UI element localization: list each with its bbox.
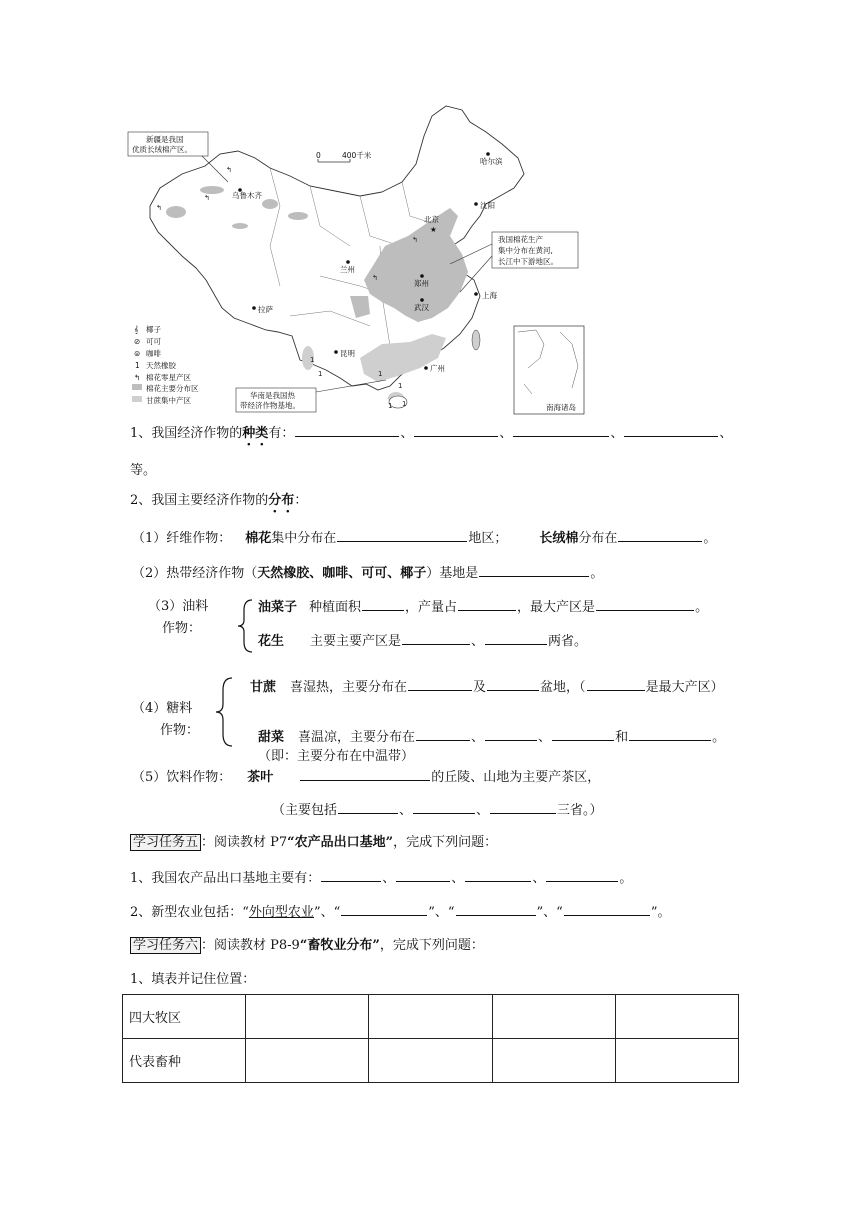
svg-text:↰: ↰ xyxy=(134,373,141,382)
task5-q1: 1、我国农产品出口基地主要有： 、 、 、 。 xyxy=(130,871,633,886)
sugar-note: （即：主要分布在中温带） xyxy=(258,749,415,764)
oil-brace xyxy=(236,598,254,654)
svg-text:↰: ↰ xyxy=(372,274,378,282)
task5-q2: 2、新型农业包括：“外向型农业”、“ ”、“ ”、“ ”。 xyxy=(130,905,671,920)
tea-province-blank-2[interactable] xyxy=(413,801,475,814)
svg-text:哈尔滨: 哈尔滨 xyxy=(480,157,503,166)
q1-blank-1[interactable] xyxy=(295,424,399,437)
scale-zero: 0 xyxy=(316,151,321,160)
peanut-blank-1[interactable] xyxy=(402,632,470,645)
svg-text:↰: ↰ xyxy=(204,194,210,202)
fiber-crops: （1）纤维作物： 棉花集中分布在 地区； 长绒棉分布在 。 xyxy=(132,531,717,546)
task6-heading: 学习任务六 ：阅读教材 P8-9“畜牧业分布”，完成下列问题： xyxy=(130,937,484,955)
svg-text:1: 1 xyxy=(398,382,403,390)
cane-blank-3[interactable] xyxy=(587,678,645,691)
sugar-label-1: （4）糖料 xyxy=(132,701,193,716)
task5-tag: 学习任务五 xyxy=(130,834,201,851)
city-guangzhou xyxy=(424,363,445,373)
table-cell[interactable] xyxy=(492,995,615,1039)
q1-blank-4[interactable] xyxy=(624,424,718,437)
beet-blank-2[interactable] xyxy=(485,728,537,741)
svg-text:1: 1 xyxy=(318,370,323,378)
task5-heading: 学习任务五 ：阅读教材 P7“农产品出口基地”，完成下列问题： xyxy=(130,834,497,852)
inset-label: 南海诸岛 xyxy=(546,403,576,412)
callout-cotton-line3: 长江中下游地区。 xyxy=(498,257,558,266)
table-cell[interactable] xyxy=(246,1039,369,1083)
svg-text:1: 1 xyxy=(378,370,383,378)
svg-text:棉花零星产区: 棉花零星产区 xyxy=(146,373,191,382)
tea-blank[interactable] xyxy=(300,768,430,781)
svg-text:⊜: ⊜ xyxy=(134,349,141,358)
svg-text:天然橡胶: 天然橡胶 xyxy=(146,361,176,370)
oil-rapeseed: 油菜子 种植面积 ，产量占 ，最大产区是 。 xyxy=(258,600,709,615)
svg-text:上海: 上海 xyxy=(482,291,497,300)
sugar-cane: 甘蔗 喜湿热，主要分布在 及 盆地，（ 是最大产区） xyxy=(250,680,724,695)
export-blank-2[interactable] xyxy=(396,869,450,882)
cane-blank-2[interactable] xyxy=(487,678,539,691)
tea-province-blank-3[interactable] xyxy=(490,801,556,814)
svg-text:兰州: 兰州 xyxy=(340,265,355,274)
callout-cotton-line2: 集中分布在黄河, xyxy=(498,246,553,255)
row-label-pastoral: 四大牧区 xyxy=(123,995,246,1039)
callout-xinjiang-line2: 优质长绒棉产区。 xyxy=(132,145,192,154)
export-blank-3[interactable] xyxy=(465,869,531,882)
new-agri-blank-3[interactable] xyxy=(564,903,650,916)
table-row xyxy=(123,1039,739,1083)
sugar-beet: 甜菜 喜温凉，主要分布在 、 、 和 。 xyxy=(258,730,726,745)
svg-text:昆明: 昆明 xyxy=(340,349,355,358)
oil-peanut: 花生 主要主要产区是 、 两省。 xyxy=(258,634,588,649)
china-economic-crops-map xyxy=(120,96,590,416)
q2-distribution: 2、我国主要经济作物的分布： xyxy=(130,493,308,508)
map-legend xyxy=(132,324,199,405)
svg-text:↰: ↰ xyxy=(412,236,418,244)
pastoral-table xyxy=(122,994,739,1083)
cane-blank-1[interactable] xyxy=(408,678,472,691)
drink-provinces: （主要包括 、 、 三省。） xyxy=(272,803,603,818)
svg-text:沈阳: 沈阳 xyxy=(480,201,495,210)
task6-q1: 1、填表并记住位置： xyxy=(130,972,256,987)
peanut-blank-2[interactable] xyxy=(485,632,547,645)
oil-label-1: （3）油料 xyxy=(148,599,209,614)
svg-text:1: 1 xyxy=(310,356,315,364)
svg-text:乌鲁木齐: 乌鲁木齐 xyxy=(232,191,262,200)
svg-text:甘蔗集中产区: 甘蔗集中产区 xyxy=(146,396,191,405)
table-cell[interactable] xyxy=(615,995,738,1039)
table-cell[interactable] xyxy=(615,1039,738,1083)
beet-blank-1[interactable] xyxy=(416,728,470,741)
svg-text:棉花主要分布区: 棉花主要分布区 xyxy=(146,384,199,393)
table-cell[interactable] xyxy=(369,1039,492,1083)
svg-text:1: 1 xyxy=(135,361,140,370)
export-blank-1[interactable] xyxy=(321,869,381,882)
svg-text:拉萨: 拉萨 xyxy=(258,305,273,314)
tropical-crops: （2）热带经济作物（天然橡胶、咖啡、可可、椰子）基地是 。 xyxy=(132,566,604,581)
svg-text:广州: 广州 xyxy=(430,364,445,373)
row-label-livestock: 代表畜种 xyxy=(123,1039,246,1083)
svg-text:1: 1 xyxy=(388,402,393,410)
fiber-blank-2[interactable] xyxy=(618,529,702,542)
svg-text:武汉: 武汉 xyxy=(414,303,429,312)
svg-text:1: 1 xyxy=(402,400,407,408)
new-agri-blank-1[interactable] xyxy=(341,903,427,916)
callout-cotton-line1: 我国棉花生产 xyxy=(498,235,543,244)
fiber-blank-1[interactable] xyxy=(337,529,467,542)
svg-text:⊘: ⊘ xyxy=(134,337,141,346)
table-cell[interactable] xyxy=(492,1039,615,1083)
table-row xyxy=(123,995,739,1039)
callout-south-line2: 带经济作物基地。 xyxy=(240,401,300,410)
svg-text:郑州: 郑州 xyxy=(414,279,429,288)
oil-label-2: 作物： xyxy=(162,621,202,636)
callout-south-line1: 华南是我国热 xyxy=(250,391,295,400)
q1-end: 等。 xyxy=(130,463,157,478)
new-agri-blank-2[interactable] xyxy=(456,903,536,916)
callout-xinjiang-line1: 新疆是我国 xyxy=(146,135,184,144)
table-cell[interactable] xyxy=(246,995,369,1039)
svg-text:★: ★ xyxy=(430,225,437,234)
scale-label: 400千米 xyxy=(342,151,372,160)
svg-text:↰: ↰ xyxy=(156,204,162,212)
svg-text:可可: 可可 xyxy=(146,337,161,346)
svg-text:咖啡: 咖啡 xyxy=(146,349,161,358)
task6-tag: 学习任务六 xyxy=(130,937,201,954)
tea-province-blank-1[interactable] xyxy=(338,801,398,814)
svg-text:↰: ↰ xyxy=(226,166,232,174)
svg-text:椰子: 椰子 xyxy=(146,325,161,334)
svg-text:𝄞: 𝄞 xyxy=(134,325,139,334)
beet-blank-3[interactable] xyxy=(552,728,614,741)
rapeseed-blank-2[interactable] xyxy=(458,598,516,611)
beet-blank-4[interactable] xyxy=(629,728,711,741)
q1-blank-3[interactable] xyxy=(513,424,609,437)
tropical-blank[interactable] xyxy=(479,564,589,577)
sugar-brace xyxy=(214,676,234,748)
rapeseed-blank-3[interactable] xyxy=(596,598,694,611)
svg-text:北京: 北京 xyxy=(424,215,439,224)
rapeseed-blank-1[interactable] xyxy=(362,598,404,611)
q1-blank-2[interactable] xyxy=(414,424,498,437)
q1-crop-types: 1、我国经济作物的种类有： 、 、 、 、 xyxy=(130,426,733,441)
export-blank-4[interactable] xyxy=(546,869,618,882)
table-cell[interactable] xyxy=(369,995,492,1039)
drink-crops: （5）饮料作物： 茶叶 的丘陵、山地为主要产茶区， xyxy=(132,770,601,785)
sugar-label-2: 作物： xyxy=(160,723,200,738)
